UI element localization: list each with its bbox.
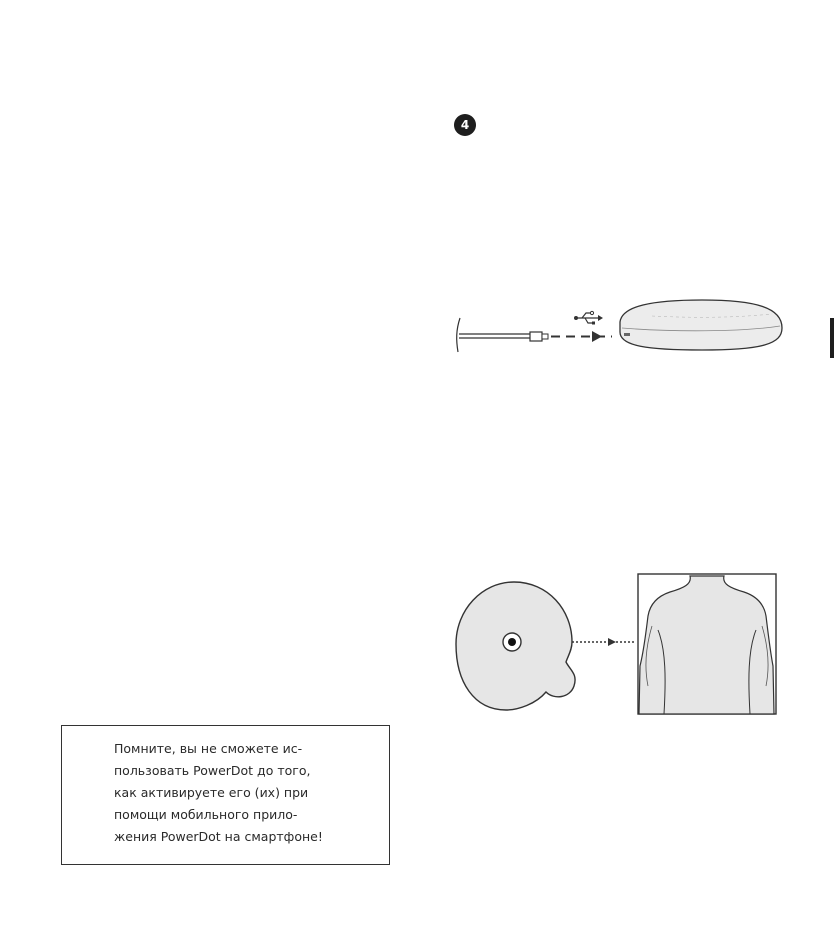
usb-icon	[574, 311, 603, 324]
pad-placement-illustration	[452, 570, 782, 718]
activation-notice-box	[61, 725, 390, 865]
usb-cable	[457, 318, 460, 352]
usb-plug	[530, 332, 542, 341]
human-torso	[639, 576, 774, 714]
notice-line: помощи мобильного прило-	[114, 807, 298, 822]
usb-charging-illustration	[452, 296, 788, 358]
arrow-right-icon	[572, 638, 634, 646]
notice-line: как активируете его (их) при	[114, 785, 309, 800]
notice-line: жения PowerDot на смартфоне!	[114, 829, 323, 844]
electrode-pad	[456, 582, 575, 710]
step-number-badge: 4	[454, 114, 476, 136]
page-edge-marker	[830, 318, 834, 358]
powerdot-device	[620, 300, 782, 350]
arrow-right-icon	[551, 331, 612, 342]
notice-line: пользовать PowerDot до того,	[114, 763, 311, 778]
notice-line: Помните, вы не сможете ис-	[114, 741, 303, 756]
activation-notice-text	[114, 738, 384, 848]
